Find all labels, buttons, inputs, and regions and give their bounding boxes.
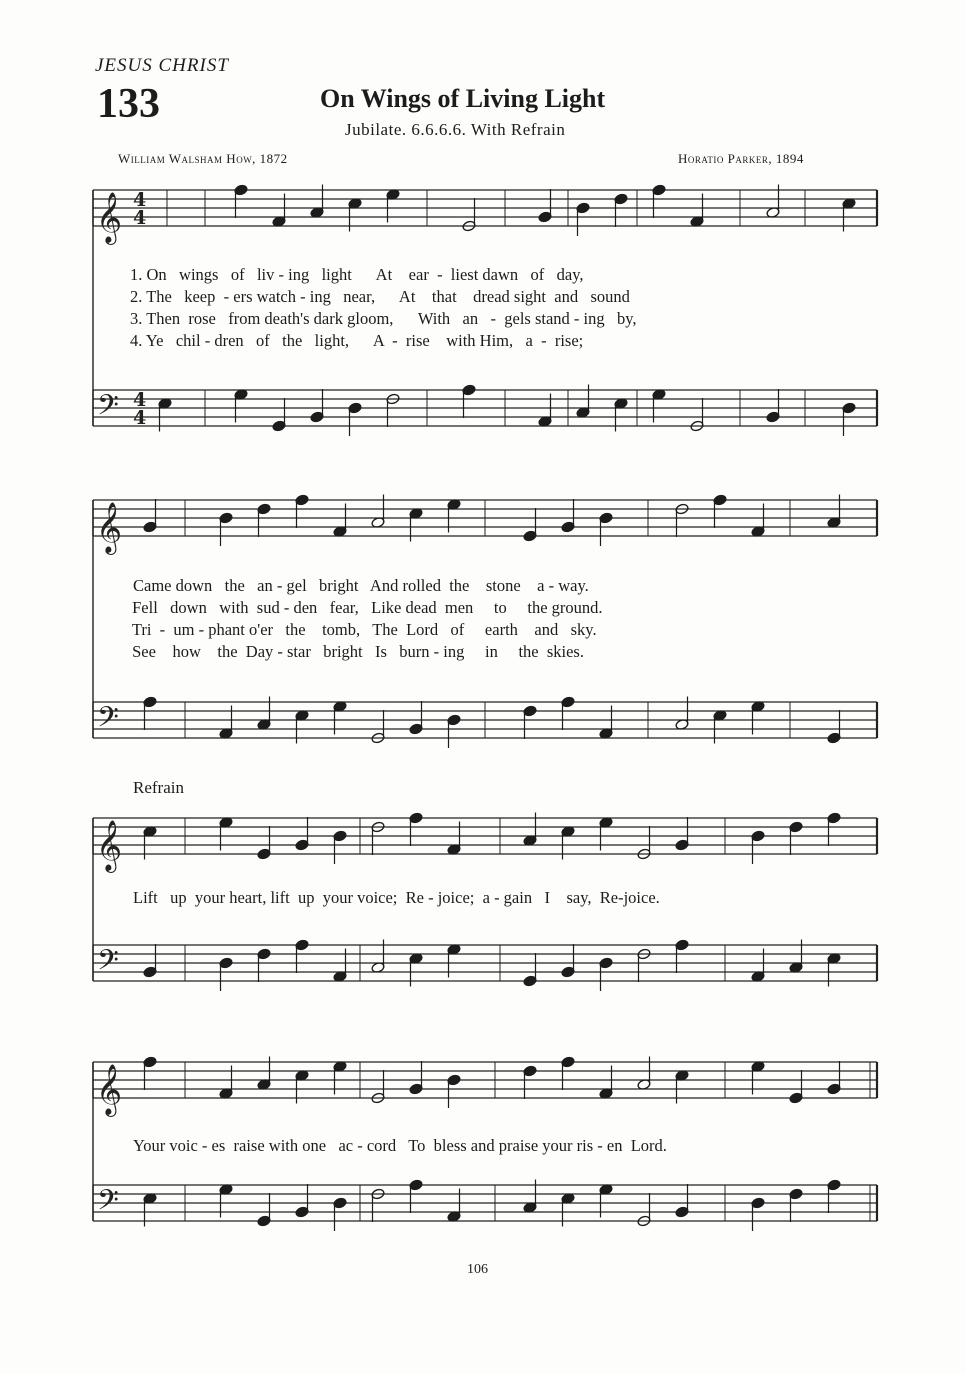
hymn-number: 133 <box>97 81 160 127</box>
verse-1-line-1: 1. On wings of liv - ing light At ear - liest dawn of day, <box>130 265 584 284</box>
time-signature: 4 <box>133 407 147 429</box>
bass-clef-icon: 𝄢 <box>97 701 119 741</box>
verse-3-line-2: Tri - um - phant o'er the tomb, The Lord of earth and sky. <box>128 620 597 639</box>
treble-clef-icon: 𝄞 <box>96 1064 123 1115</box>
refrain-lyric-line-1: Lift up your heart, lift up your voice; Re - joice; a - gain I say, Re-joice. <box>133 888 660 907</box>
verse-2-line-2: Fell down with sud - den fear, Like dead men to the ground. <box>128 598 603 617</box>
verse-3-line-1: 3. Then rose from death's dark gloom, With an - gels stand - ing by, <box>130 309 637 328</box>
page-number: 106 <box>467 1262 488 1277</box>
bass-clef-icon: 𝄢 <box>97 389 119 429</box>
composer-credit: Horatio Parker, 1894 <box>678 151 804 166</box>
treble-clef-icon: 𝄞 <box>96 192 123 243</box>
verse-4-line-2: See how the Day - star bright Is burn - ing in the skies. <box>128 642 584 661</box>
time-signature: 4 <box>133 207 147 229</box>
verse-4-line-1: 4. Ye chil - dren of the light, A - rise with Him, a - rise; <box>130 331 584 350</box>
tune-meter: Jubilate. 6.6.6.6. With Refrain <box>345 120 566 139</box>
treble-clef-icon: 𝄞 <box>96 502 123 553</box>
refrain-label: Refrain <box>133 778 184 797</box>
time-signature: 4 <box>133 189 147 211</box>
author-credit: William Walsham How, 1872 <box>118 151 288 166</box>
time-signature: 4 <box>133 389 147 411</box>
bass-clef-icon: 𝄢 <box>97 944 119 984</box>
refrain-lyric-line-2: Your voic - es raise with one ac - cord To bless and praise your ris - en Lord. <box>133 1136 667 1155</box>
bass-clef-icon: 𝄢 <box>97 1184 119 1224</box>
treble-clef-icon: 𝄞 <box>96 820 123 871</box>
section-heading: JESUS CHRIST <box>95 55 229 76</box>
hymn-title: On Wings of Living Light <box>320 84 606 113</box>
verse-1-line-2: Came down the an - gel bright And rolled the stone a - way. <box>133 576 589 595</box>
verse-2-line-1: 2. The keep - ers watch - ing near, At that dread sight and sound <box>130 287 630 306</box>
